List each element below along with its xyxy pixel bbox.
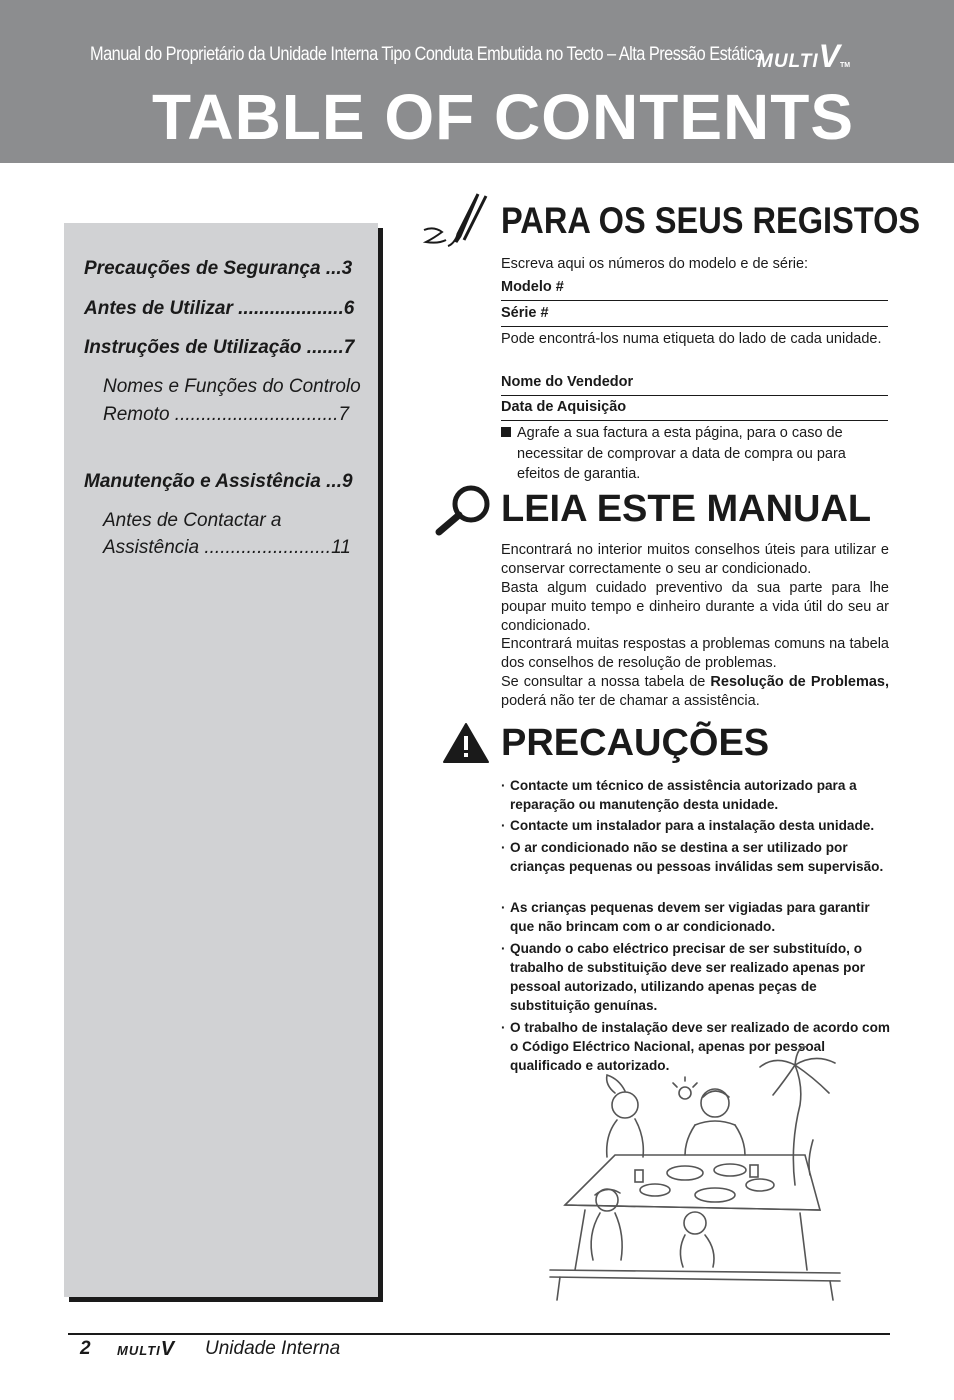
records-bullet-line3: efeitos de garantia.: [517, 466, 641, 482]
magnifier-icon: [433, 482, 495, 538]
toc-entry-remote-names-line2[interactable]: Remoto ...............................7: [103, 404, 350, 425]
precaution-item: · O trabalho de instalação deve ser realizado de acordo com o Código Eléctrico Nacional, apenas por pessoal qualificado e autorizado.: [501, 1020, 891, 1073]
date-field-label: Data de Aquisição: [501, 399, 627, 415]
troubleshooting-reference: Resolução de Problemas,: [710, 674, 889, 690]
toc-entry-instructions[interactable]: Instruções de Utilização .......7: [84, 337, 355, 358]
model-field-line[interactable]: [501, 300, 888, 301]
family-picnic-illustration: [545, 1045, 845, 1310]
read-manual-p2: Basta algum cuidado preventivo da sua parte para lhe poupar muito tempo e dinheiro durante a vida útil do seu ar condicionado.: [501, 580, 889, 634]
footer-subtitle: Unidade Interna: [205, 1338, 341, 1359]
date-field-line[interactable]: [501, 420, 888, 421]
precaution-item: · O ar condicionado não se destina a ser utilizado por crianças pequenas ou pessoas inválidas sem supervisão.: [501, 840, 884, 874]
toc-entry-safety[interactable]: Precauções de Segurança ...3: [84, 258, 353, 279]
dealer-field-line[interactable]: [501, 395, 888, 396]
read-manual-p4: [501, 673, 889, 711]
precaution-item: · As crianças pequenas devem ser vigiadas para garantir que não brincam com o ar condicionado.: [501, 900, 870, 934]
read-manual-p4-pre: Se consultar a nossa tabela de: [501, 674, 711, 690]
toc-entry-before-contact-line2[interactable]: Assistência ........................11: [103, 537, 351, 558]
warning-icon: [442, 722, 490, 764]
page-title: TABLE OF CONTENTS: [152, 81, 854, 153]
serial-field-line[interactable]: [501, 326, 888, 327]
footer-logo-multi: MULTI: [117, 1343, 161, 1358]
precaution-item: · Contacte um instalador para a instalação desta unidade.: [501, 818, 875, 833]
records-note: Pode encontrá-los numa etiqueta do lado de cada unidade.: [501, 331, 882, 347]
read-manual-p3: Encontrará muitas respostas a problemas comuns na tabela dos conselhos de resolução de problemas.: [501, 636, 889, 671]
logo-multi-text: MULTI: [757, 51, 819, 72]
square-bullet-icon: [501, 427, 511, 437]
read-manual-p4-post: poderá não ter de chamar a assistência.: [501, 693, 760, 709]
records-section-title: PARA OS SEUS REGISTOS: [501, 200, 921, 241]
header-banner: [0, 0, 954, 163]
read-manual-section-title: LEIA ESTE MANUAL: [501, 488, 872, 530]
dealer-field-label: Nome do Vendedor: [501, 374, 634, 390]
records-intro: Escreva aqui os números do modelo e de série:: [501, 256, 809, 272]
precaution-item: · Quando o cabo eléctrico precisar de ser substituído, o trabalho de substituição deve ser realizado apenas por pessoal autorizado, utilizando apenas peças de substituição genuínas.: [501, 941, 866, 1013]
serial-field-label: Série #: [501, 305, 549, 321]
toc-panel: [64, 223, 378, 1297]
pen-icon: [420, 190, 492, 254]
toc-entry-maintenance[interactable]: Manutenção e Assistência ...9: [84, 471, 353, 492]
model-field-label: Modelo #: [501, 279, 564, 295]
toc-entry-remote-names-line1[interactable]: Nomes e Funções do Controlo: [103, 376, 361, 397]
footer-logo-v: V: [160, 1338, 175, 1360]
footer-multi-v-logo: [117, 1338, 174, 1361]
footer-rule: [68, 1333, 890, 1335]
logo-tm-text: TM: [839, 62, 851, 69]
logo-v-text: V: [818, 38, 840, 74]
records-bullet-line1: Agrafe a sua factura a esta página, para o caso de: [517, 425, 843, 441]
page-number: 2: [80, 1338, 91, 1359]
precautions-section-title: PRECAUÇÕES: [501, 722, 770, 764]
toc-entry-before-use[interactable]: Antes de Utilizar ....................6: [84, 298, 355, 319]
read-manual-p1: Encontrará no interior muitos conselhos úteis para utilizar e conservar correctamente o seu ar condicionado.: [501, 542, 889, 577]
toc-entry-before-contact-line1[interactable]: Antes de Contactar a: [103, 510, 282, 531]
records-bullet-line2: necessitar de comprovar a data de compra ou para: [517, 446, 846, 462]
manual-subtitle: Manual do Proprietário da Unidade Interna Tipo Conduta Embutida no Tecto – Alta Pressão Estática: [90, 44, 764, 65]
multi-v-logo: [757, 38, 850, 75]
precaution-item: · Contacte um técnico de assistência autorizado para a reparação ou manutenção desta unidade.: [501, 778, 857, 812]
